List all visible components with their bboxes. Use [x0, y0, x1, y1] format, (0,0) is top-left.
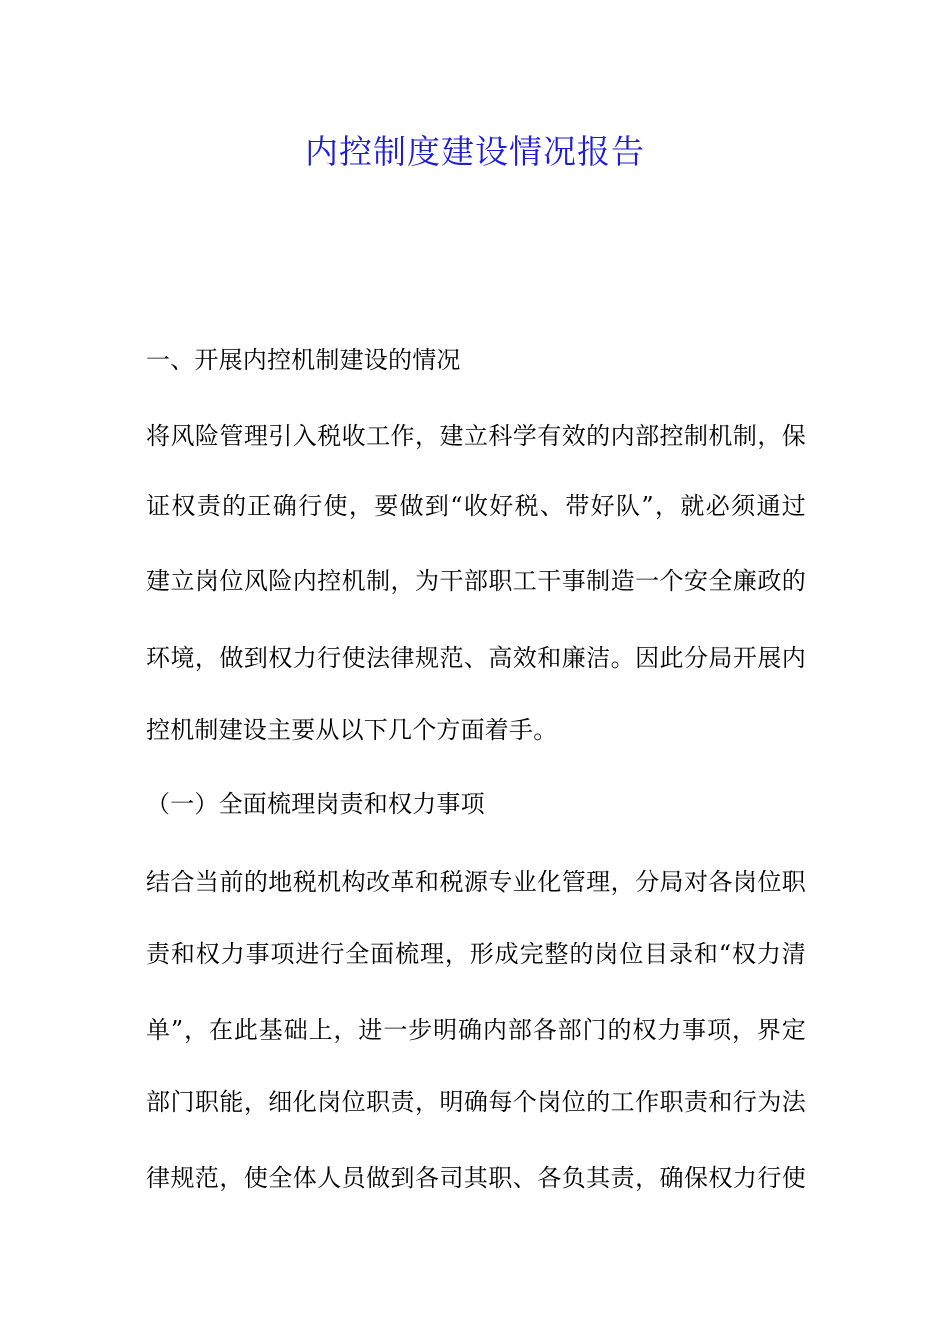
paragraph-line: 证权责的正确行使，要做到“收好税、带好队”，就必须通过 — [146, 492, 806, 520]
paragraph-line: 环境，做到权力行使法律规范、高效和廉洁。因此分局开展内 — [146, 644, 806, 672]
subsection-heading: （一）全面梳理岗责和权力事项 — [146, 790, 485, 818]
section-heading: 一、开展内控机制建设的情况 — [146, 346, 461, 374]
paragraph-line: 单”，在此基础上，进一步明确内部各部门的权力事项，界定 — [146, 1016, 806, 1044]
document-title: 内控制度建设情况报告 — [305, 132, 645, 171]
paragraph-line: 律规范，使全体人员做到各司其职、各负其责，确保权力行使 — [146, 1164, 806, 1192]
paragraph-line: 控机制建设主要从以下几个方面着手。 — [146, 716, 558, 744]
paragraph-line: 结合当前的地税机构改革和税源专业化管理，分局对各岗位职 — [146, 868, 806, 896]
paragraph-line: 责和权力事项进行全面梳理，形成完整的岗位目录和“权力清 — [146, 940, 806, 968]
paragraph-line: 将风险管理引入税收工作，建立科学有效的内部控制机制，保 — [146, 422, 806, 450]
paragraph-line: 部门职能，细化岗位职责，明确每个岗位的工作职责和行为法 — [146, 1088, 806, 1116]
paragraph-line: 建立岗位风险内控机制，为干部职工干事制造一个安全廉政的 — [146, 567, 806, 595]
